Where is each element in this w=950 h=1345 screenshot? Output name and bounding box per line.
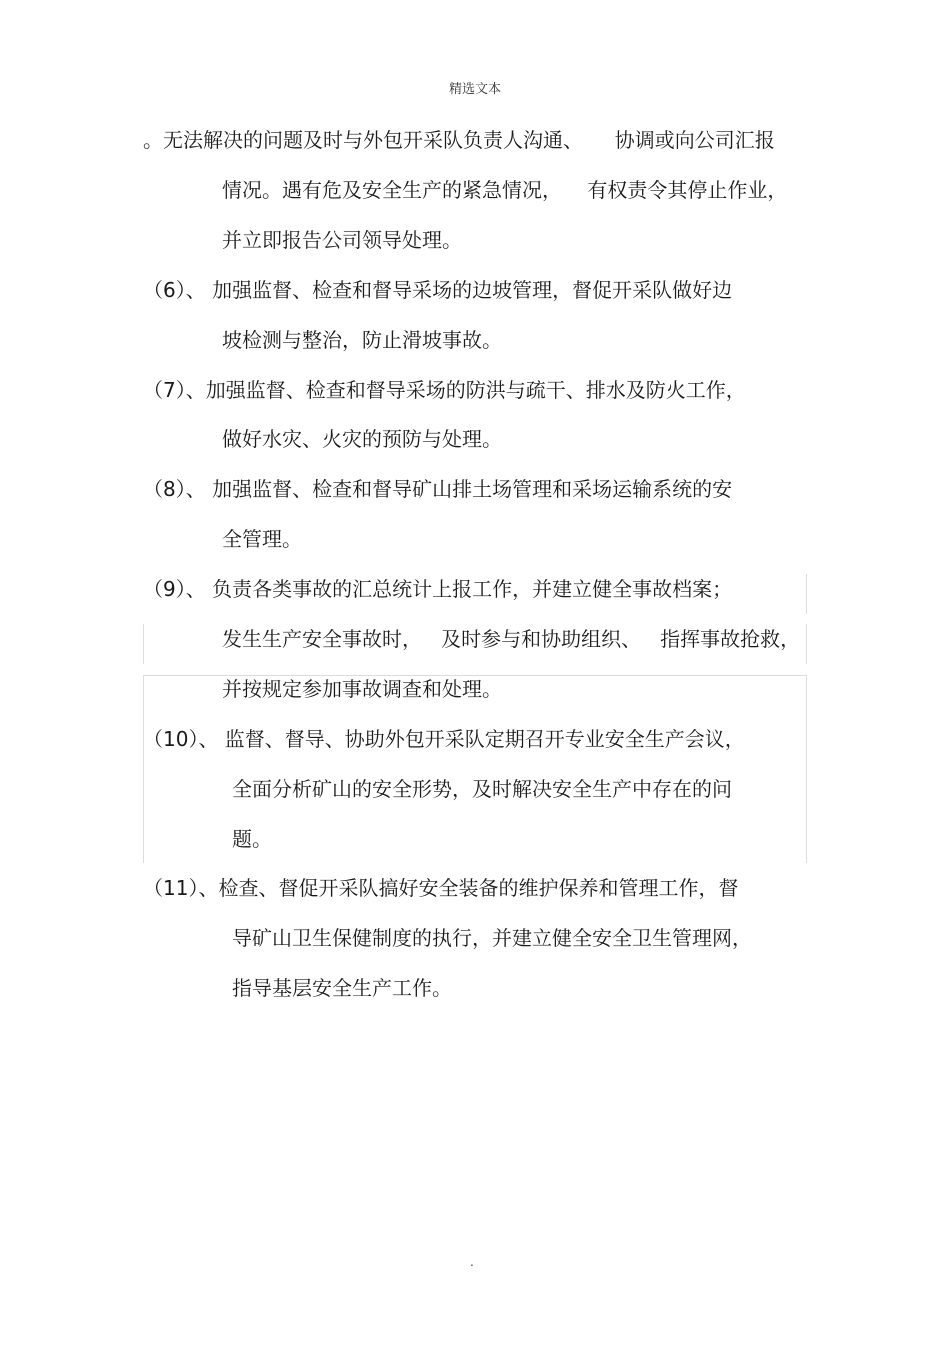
p9-line-2: 发生生产安全事故时， 及时参与和协助组织、 指挥事故抢救， bbox=[222, 627, 801, 651]
p5-line-2: 情况。遇有危及安全生产的紧急情况， 有权责令其停止作业， bbox=[222, 178, 788, 202]
p6-line-2: 坡检测与整治，防止滑坡事故。 bbox=[222, 328, 502, 352]
p11-line-1: （11）、检查、督促开采队搞好安全装备的维护保养和管理工作，督 bbox=[143, 876, 739, 900]
p10-line-3: 题。 bbox=[232, 827, 272, 851]
p8-line-2: 全管理。 bbox=[222, 527, 302, 551]
divider-left-p9b bbox=[143, 624, 144, 664]
p10-line-1: （10）、 监督、督导、协助外包开采队定期召开专业安全生产会议， bbox=[143, 727, 745, 751]
p7-line-2: 做好水灾、火灾的预防与处理。 bbox=[222, 427, 502, 451]
p8-line-1: （8）、 加强监督、检查和督导矿山排土场管理和采场运输系统的安 bbox=[143, 477, 733, 501]
p11-line-2: 导矿山卫生保健制度的执行，并建立健全安全卫生管理网， bbox=[232, 926, 752, 950]
divider-left-p9c bbox=[143, 675, 144, 863]
divider-right-p9c bbox=[806, 675, 807, 863]
p11-line-3: 指导基层安全生产工作。 bbox=[232, 976, 452, 1000]
p9-line-1: （9）、 负责各类事故的汇总统计上报工作，并建立健全事故档案； bbox=[143, 577, 733, 601]
p5-line-3: 并立即报告公司领导处理。 bbox=[222, 228, 462, 252]
p6-line-1: （6）、 加强监督、检查和督导采场的边坡管理，督促开采队做好边 bbox=[143, 278, 733, 302]
p9-line-3: 并按规定参加事故调查和处理。 bbox=[222, 677, 502, 701]
divider-right-p9b bbox=[806, 624, 807, 664]
p10-line-2: 全面分析矿山的安全形势，及时解决安全生产中存在的问 bbox=[232, 777, 732, 801]
p7-line-1: （7）、加强监督、检查和督导采场的防洪与疏干、排水及防火工作， bbox=[143, 378, 746, 402]
divider-right-p9a bbox=[806, 574, 807, 614]
page-header: 精选文本 bbox=[448, 82, 501, 97]
divider-top-p9c bbox=[143, 675, 807, 676]
p5-line-1: 。无法解决的问题及时与外包开采队负责人沟通、 协调或向公司汇报 bbox=[143, 128, 775, 152]
footer-mark: . bbox=[470, 1255, 474, 1269]
